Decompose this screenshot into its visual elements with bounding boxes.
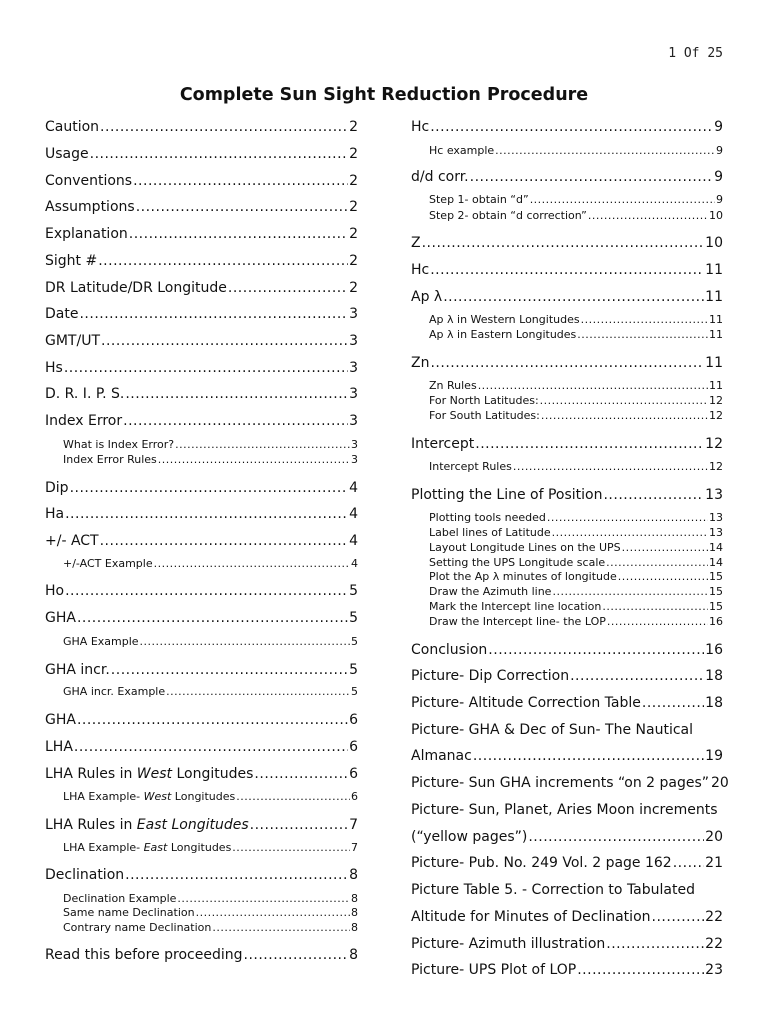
toc-entry-title: Layout Longitude Lines on the UPS (429, 541, 621, 554)
toc-entry[interactable] (45, 711, 358, 729)
toc-page-number: 19 (705, 748, 723, 764)
dot-leader (577, 328, 708, 342)
toc-entry-title: Ap λ in Western Longitudes (429, 313, 580, 326)
toc-entry[interactable] (45, 198, 358, 216)
toc-entry[interactable] (411, 854, 723, 872)
dot-leader (111, 661, 348, 679)
toc-entry-title: What is Index Error? (63, 438, 175, 451)
dot-leader (547, 511, 708, 525)
toc-entry[interactable] (45, 661, 358, 679)
dot-leader (588, 209, 708, 223)
toc-page-number: 2 (349, 173, 358, 189)
toc-page-number: 20 (705, 829, 723, 845)
toc-entry[interactable] (411, 261, 723, 279)
toc-page-number: 20 (711, 775, 729, 791)
toc-entry-title: GHA incr. Example (63, 685, 166, 698)
toc-entry-title: Picture- GHA & Dec of Sun- The Nautical (411, 722, 693, 738)
toc-entry-title: LHA Example- East Longitudes (63, 841, 232, 854)
toc-page-number: 12 (705, 436, 723, 452)
toc-entry[interactable] (45, 479, 358, 497)
toc-page-number: 15 (709, 600, 723, 613)
toc-entry[interactable] (411, 118, 723, 136)
toc-entry-title: Caution (45, 119, 100, 135)
toc-entry[interactable] (45, 946, 358, 964)
dot-leader (652, 908, 705, 926)
dot-leader (133, 172, 348, 190)
dot-leader (154, 557, 350, 571)
toc-entry[interactable] (45, 305, 358, 323)
dot-leader (603, 486, 704, 504)
dot-leader (602, 600, 708, 614)
toc-subentry[interactable] (411, 556, 723, 570)
toc-page-number: 4 (351, 557, 358, 570)
toc-entry[interactable] (411, 435, 723, 453)
toc-entry[interactable] (45, 816, 358, 834)
toc-page-number: 18 (705, 695, 723, 711)
dot-leader (158, 453, 350, 467)
toc-page-number: 5 (349, 583, 358, 599)
toc-entry-title: D. R. I. P. S. (45, 386, 125, 402)
toc-entry[interactable] (411, 774, 729, 792)
toc-page-number: 8 (349, 867, 358, 883)
dot-leader (65, 582, 348, 600)
toc-page-number: 11 (709, 328, 723, 341)
toc-entry-title: Mark the Intercept line location (429, 600, 602, 613)
dot-leader (473, 747, 704, 765)
toc-entry-title: Conclusion (411, 642, 488, 658)
dot-leader (642, 694, 704, 712)
toc-subentry[interactable] (45, 635, 358, 649)
toc-entry-title: Zn (411, 355, 430, 371)
toc-entry-title: LHA Rules in East Longitudes (45, 817, 249, 833)
toc-entry-title: Index Error Rules (63, 453, 157, 466)
toc-entry-title: Picture Table 5. - Correction to Tabulated (411, 882, 695, 898)
toc-entry-title: Intercept (411, 436, 475, 452)
toc-entry[interactable] (45, 252, 358, 270)
toc-entry-title: +/- ACT (45, 533, 99, 549)
dot-leader (136, 198, 348, 216)
toc-entry[interactable] (411, 721, 723, 739)
toc-page-number: 8 (351, 921, 358, 934)
dot-leader (129, 225, 348, 243)
toc-subentry[interactable] (45, 438, 358, 452)
toc-subentry[interactable] (411, 585, 723, 599)
toc-subentry[interactable] (411, 615, 723, 629)
toc-page-number: 6 (349, 712, 358, 728)
toc-entry-title: Dip (45, 480, 69, 496)
toc-entry[interactable] (45, 279, 358, 297)
toc-entry-title: Draw the Azimuth line (429, 585, 552, 598)
dot-leader (74, 738, 348, 756)
toc-entry-title: Step 1- obtain “d” (429, 193, 529, 206)
toc-entry-title: Hc (411, 119, 430, 135)
toc-page-number: 2 (349, 146, 358, 162)
toc-entry[interactable] (45, 118, 358, 136)
dot-leader (175, 438, 350, 452)
dot-leader (570, 667, 704, 685)
toc-page-number: 8 (349, 947, 358, 963)
toc-page-number: 3 (349, 360, 358, 376)
dot-leader (166, 685, 350, 699)
toc-entry-title: For North Latitudes: (429, 394, 539, 407)
toc-entry-title: Sight # (45, 253, 98, 269)
dot-leader (254, 765, 348, 783)
toc-entry-title: GHA incr. (45, 662, 110, 678)
dot-leader (422, 234, 705, 252)
dot-leader (123, 412, 348, 430)
dot-leader (232, 841, 350, 855)
toc-entry[interactable] (45, 532, 358, 550)
toc-entry[interactable] (411, 641, 723, 659)
toc-entry-title: Intercept Rules (429, 460, 512, 473)
toc-page-number: 6 (349, 739, 358, 755)
dot-leader (470, 168, 713, 186)
toc-entry[interactable] (45, 172, 358, 190)
toc-page-number: 23 (705, 962, 723, 978)
toc-entry-title: Read this before proceeding (45, 947, 243, 963)
toc-entry-title: Hs (45, 360, 63, 376)
toc-subentry[interactable] (45, 906, 358, 920)
dot-leader (212, 921, 350, 935)
toc-page-number: 5 (349, 662, 358, 678)
dot-leader (430, 118, 713, 136)
toc-subentry[interactable] (411, 209, 723, 223)
toc-page-number: 9 (716, 193, 723, 206)
toc-entry[interactable] (411, 828, 723, 846)
toc-subentry[interactable] (45, 790, 358, 804)
toc-subentry[interactable] (45, 453, 358, 467)
toc-entry-title: Declination Example (63, 892, 177, 905)
toc-page-number: 2 (349, 119, 358, 135)
dot-leader (581, 313, 708, 327)
toc-entry-title: d/d corr. (411, 169, 469, 185)
toc-page-number: 3 (351, 438, 358, 451)
toc-page-number: 11 (705, 289, 723, 305)
toc-entry[interactable] (45, 765, 358, 783)
toc-page-number: 3 (349, 413, 358, 429)
dot-leader (478, 379, 708, 393)
toc-page-number: 2 (349, 226, 358, 242)
toc-page-number: 9 (716, 144, 723, 157)
toc-entry-title: Picture- Azimuth illustration (411, 936, 606, 952)
toc-entry[interactable] (411, 667, 723, 685)
toc-page-number: 5 (349, 610, 358, 626)
toc-entry-title: LHA (45, 739, 73, 755)
toc-entry[interactable] (411, 486, 723, 504)
toc-page-number: 6 (351, 790, 358, 803)
toc-page-number: 7 (351, 841, 358, 854)
dot-leader (101, 332, 348, 350)
toc-subentry[interactable] (411, 541, 723, 555)
toc-entry[interactable] (45, 332, 358, 350)
toc-page-number: 12 (709, 460, 723, 473)
toc-entry-title: Almanac (411, 748, 472, 764)
toc-entry-title: Declination (45, 867, 125, 883)
toc-entry-title: Picture- Pub. No. 249 Vol. 2 page 162 (411, 855, 672, 871)
toc-entry[interactable] (45, 866, 358, 884)
toc-entry[interactable] (411, 935, 723, 953)
toc-page-number: 11 (709, 313, 723, 326)
dot-leader (475, 435, 704, 453)
toc-entry-title: Step 2- obtain “d correction” (429, 209, 587, 222)
toc-page-number: 3 (349, 333, 358, 349)
toc-entry-title: Date (45, 306, 79, 322)
toc-page-number: 15 (709, 585, 723, 598)
toc-page-number: 2 (349, 280, 358, 296)
toc-entry-title: GHA (45, 712, 76, 728)
toc-page-number: 12 (709, 409, 723, 422)
toc-subentry[interactable] (45, 921, 358, 935)
toc-entry[interactable] (45, 609, 358, 627)
toc-subentry[interactable] (45, 892, 358, 906)
toc-subentry[interactable] (411, 379, 723, 393)
toc-entry[interactable] (411, 288, 723, 306)
dot-leader (443, 288, 704, 306)
dot-leader (488, 641, 704, 659)
dot-leader (140, 635, 350, 649)
toc-entry-title: GHA Example (63, 635, 139, 648)
toc-entry[interactable] (45, 738, 358, 756)
toc-entry-title: Conventions (45, 173, 133, 189)
toc-entry[interactable] (45, 145, 358, 163)
toc-subentry[interactable] (411, 313, 723, 327)
dot-leader (577, 961, 704, 979)
toc-entry-title: Picture- Dip Correction (411, 668, 570, 684)
toc-page-number: 10 (709, 209, 723, 222)
toc-page-number: 13 (709, 526, 723, 539)
dot-leader (77, 711, 348, 729)
dot-leader (77, 609, 348, 627)
toc-subentry[interactable] (411, 526, 723, 540)
dot-leader (552, 526, 708, 540)
dot-leader (125, 385, 348, 403)
toc-page-number: 2 (349, 199, 358, 215)
toc-entry-title: Ap λ (411, 289, 443, 305)
toc-subentry[interactable] (45, 557, 358, 571)
toc-entry[interactable] (411, 234, 723, 252)
toc-page-number: 5 (351, 685, 358, 698)
toc-subentry[interactable] (411, 328, 723, 342)
toc-entry-title: Explanation (45, 226, 128, 242)
toc-page-number: 9 (714, 169, 723, 185)
toc-page-number: 9 (714, 119, 723, 135)
dot-leader (541, 409, 708, 423)
toc-entry-title: DR Latitude/DR Longitude (45, 280, 227, 296)
dot-leader (622, 541, 708, 555)
toc-entry-title: Zn Rules (429, 379, 477, 392)
dot-leader (98, 252, 348, 270)
toc-entry[interactable] (45, 582, 358, 600)
toc-entry-title: +/-ACT Example (63, 557, 153, 570)
toc-entry-title: Ha (45, 506, 65, 522)
toc-subentry[interactable] (411, 460, 723, 474)
toc-entry-title: Index Error (45, 413, 123, 429)
toc-entry-title: Picture- Altitude Correction Table (411, 695, 641, 711)
toc-page-number: 5 (351, 635, 358, 648)
toc-entry[interactable] (411, 354, 723, 372)
dot-leader (64, 359, 348, 377)
toc-entry-title: (“yellow pages”) (411, 829, 528, 845)
toc-entry-title: Contrary name Declination (63, 921, 212, 934)
dot-leader (495, 144, 715, 158)
toc-entry-title: Picture- Sun GHA increments “on 2 pages” (411, 775, 710, 791)
toc-page-number: 2 (349, 253, 358, 269)
dot-leader (606, 935, 704, 953)
toc-entry-title: Z (411, 235, 421, 251)
dot-leader (177, 892, 350, 906)
toc-page-number: 8 (351, 892, 358, 905)
dot-leader (70, 479, 349, 497)
dot-leader (244, 946, 349, 964)
dot-leader (90, 145, 348, 163)
dot-leader (79, 305, 348, 323)
toc-subentry[interactable] (411, 409, 723, 423)
dot-leader (606, 556, 708, 570)
toc-entry-title: Picture- UPS Plot of LOP (411, 962, 577, 978)
toc-subentry[interactable] (411, 511, 723, 525)
dot-leader (65, 505, 348, 523)
toc-entry[interactable] (45, 505, 358, 523)
dot-leader (236, 790, 350, 804)
dot-leader (513, 460, 708, 474)
toc-page-number: 3 (349, 386, 358, 402)
dot-leader (430, 261, 704, 279)
toc-page-number: 13 (709, 511, 723, 524)
dot-leader (528, 828, 704, 846)
toc-entry[interactable] (411, 747, 723, 765)
dot-leader (552, 585, 708, 599)
toc-page-number: 3 (351, 453, 358, 466)
toc-page-number: 14 (709, 556, 723, 569)
toc-entry[interactable] (45, 412, 358, 430)
toc-entry-title: Ho (45, 583, 65, 599)
toc-entry-title: Picture- Sun, Planet, Aries Moon increments (411, 802, 718, 818)
toc-entry-title: LHA Example- West Longitudes (63, 790, 236, 803)
toc-subentry[interactable] (411, 600, 723, 614)
dot-leader (100, 532, 348, 550)
toc-entry-title: Draw the Intercept line- the LOP (429, 615, 606, 628)
toc-page-number: 8 (351, 906, 358, 919)
dot-leader (607, 615, 708, 629)
toc-entry[interactable] (411, 168, 723, 186)
dot-leader (673, 854, 704, 872)
toc-entry-title: Label lines of Latitude (429, 526, 551, 539)
toc-page-number: 16 (709, 615, 723, 628)
toc-entry-title: For South Latitudes: (429, 409, 540, 422)
toc-subentry[interactable] (411, 193, 723, 207)
toc-entry-title: Plotting tools needed (429, 511, 546, 524)
toc-page-number: 16 (705, 642, 723, 658)
toc-entry-title: Same name Declination (63, 906, 195, 919)
toc-page-number: 22 (705, 909, 723, 925)
dot-leader (618, 570, 708, 584)
toc-entry-title: Altitude for Minutes of Declination (411, 909, 651, 925)
toc-entry-title: Assumptions (45, 199, 135, 215)
toc-page-number: 14 (709, 541, 723, 554)
dot-leader (430, 354, 704, 372)
page-title: Complete Sun Sight Reduction Procedure (179, 85, 589, 105)
toc-entry-title: GHA (45, 610, 76, 626)
toc-entry-title: Plotting the Line of Position (411, 487, 603, 503)
toc-entry[interactable] (45, 225, 358, 243)
dot-leader (540, 394, 708, 408)
dot-leader (228, 279, 348, 297)
toc-page-number: 12 (709, 394, 723, 407)
dot-leader (100, 118, 348, 136)
toc-entry-title: GMT/UT (45, 333, 100, 349)
toc-page-number: 15 (709, 570, 723, 583)
toc-page-number: 6 (349, 766, 358, 782)
toc-entry-title: Plot the Ap λ minutes of longitude (429, 570, 617, 583)
dot-leader (530, 193, 715, 207)
toc-page-number: 11 (705, 262, 723, 278)
toc-subentry[interactable] (411, 144, 723, 158)
toc-entry[interactable] (411, 908, 723, 926)
toc-entry-title: Ap λ in Eastern Longitudes (429, 328, 577, 341)
toc-entry-title: LHA Rules in West Longitudes (45, 766, 254, 782)
toc-page-number: 21 (705, 855, 723, 871)
toc-subentry[interactable] (45, 841, 358, 855)
dot-leader (125, 866, 348, 884)
toc-subentry[interactable] (45, 685, 358, 699)
toc-page-number: 22 (705, 936, 723, 952)
toc-entry[interactable] (411, 694, 723, 712)
toc-page-number: 11 (705, 355, 723, 371)
toc-page-number: 18 (705, 668, 723, 684)
toc-page-number: 10 (705, 235, 723, 251)
toc-entry[interactable] (45, 385, 358, 403)
page-number: 1 Of 25 (668, 46, 723, 61)
toc-page-number: 7 (349, 817, 358, 833)
toc-entry-title: Usage (45, 146, 89, 162)
toc-subentry[interactable] (411, 570, 723, 584)
toc-page-number: 4 (349, 533, 358, 549)
toc-subentry[interactable] (411, 394, 723, 408)
dot-leader (196, 906, 350, 920)
toc-entry[interactable] (411, 961, 723, 979)
toc-page-number: 11 (709, 379, 723, 392)
toc-page-number: 13 (705, 487, 723, 503)
toc-page-number: 4 (349, 480, 358, 496)
toc-entry[interactable] (411, 801, 723, 819)
toc-entry[interactable] (411, 881, 723, 899)
toc-page-number: 3 (349, 306, 358, 322)
toc-entry-title: Setting the UPS Longitude scale (429, 556, 606, 569)
toc-page-number: 4 (349, 506, 358, 522)
dot-leader (250, 816, 348, 834)
toc-entry[interactable] (45, 359, 358, 377)
toc-entry-title: Hc example (429, 144, 495, 157)
toc-entry-title: Hc (411, 262, 430, 278)
